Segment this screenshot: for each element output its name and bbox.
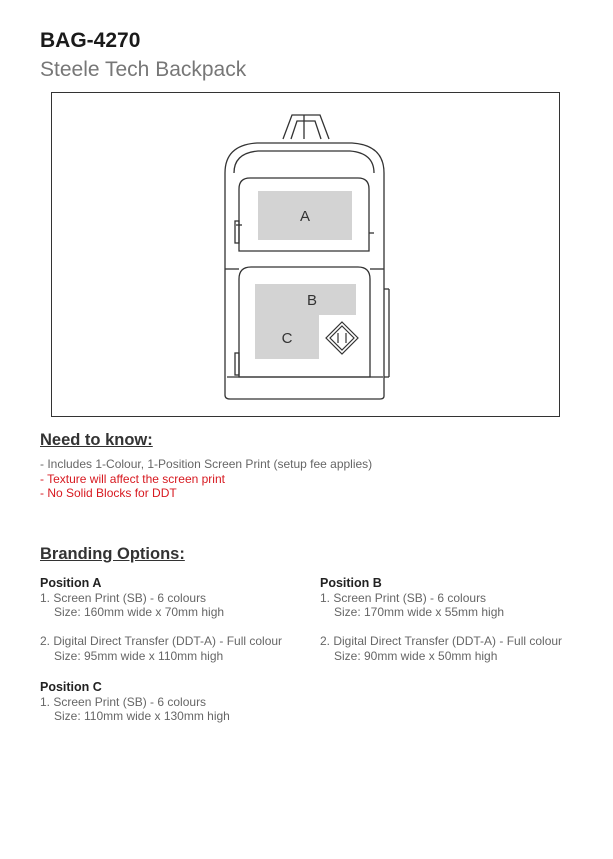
note-item: - No Solid Blocks for DDT xyxy=(40,486,177,500)
product-code: BAG-4270 xyxy=(40,29,141,52)
position-a-option-1-size: Size: 160mm wide x 70mm high xyxy=(54,605,225,619)
position-c-option-1-size: Size: 110mm wide x 130mm high xyxy=(54,709,230,723)
position-b-option-1: 1. Screen Print (SB) - 6 colours xyxy=(320,590,487,605)
position-b-option-1-size: Size: 170mm wide x 55mm high xyxy=(334,605,505,619)
position-c-option-1: 1. Screen Print (SB) - 6 colours xyxy=(40,694,207,709)
label-a: A xyxy=(299,208,311,225)
upper-zip-tab xyxy=(235,221,239,243)
position-b-title: Position B xyxy=(320,576,382,590)
product-diagram xyxy=(51,92,560,417)
position-a-block xyxy=(40,576,282,663)
position-b-block xyxy=(320,576,562,663)
bag-body xyxy=(225,143,384,399)
position-a-option-2-size: Size: 95mm wide x 110mm high xyxy=(54,648,224,663)
need-to-know-heading: Need to know: xyxy=(40,431,153,449)
note-item: - Includes 1-Colour, 1-Position Screen Print (setup fee applies) xyxy=(40,457,373,471)
branding-options-heading: Branding Options: xyxy=(40,545,185,563)
product-name: Steele Tech Backpack xyxy=(40,58,247,81)
position-b-option-2: 2. Digital Direct Transfer (DDT-A) - Full colour xyxy=(320,634,563,648)
position-b-option-2-size: Size: 90mm wide x 50mm high xyxy=(334,648,498,663)
need-to-know-list xyxy=(40,457,372,501)
position-c-block xyxy=(40,680,230,724)
lower-zip-tab xyxy=(235,353,239,375)
label-b: B xyxy=(306,292,318,309)
position-c-title: Position C xyxy=(40,680,102,694)
logo-patch-icon xyxy=(326,322,358,354)
handle-inner xyxy=(291,121,321,139)
position-a-title: Position A xyxy=(40,576,102,590)
position-a-option-1: 1. Screen Print (SB) - 6 colours xyxy=(40,590,207,605)
bag-top-seam xyxy=(234,151,374,173)
position-a-option-2: 2. Digital Direct Transfer (DDT-A) - Full colour xyxy=(40,634,283,648)
label-c: C xyxy=(281,330,293,347)
note-item: - Texture will affect the screen print xyxy=(40,471,225,486)
handle xyxy=(283,115,329,139)
backpack-illustration xyxy=(52,93,561,418)
